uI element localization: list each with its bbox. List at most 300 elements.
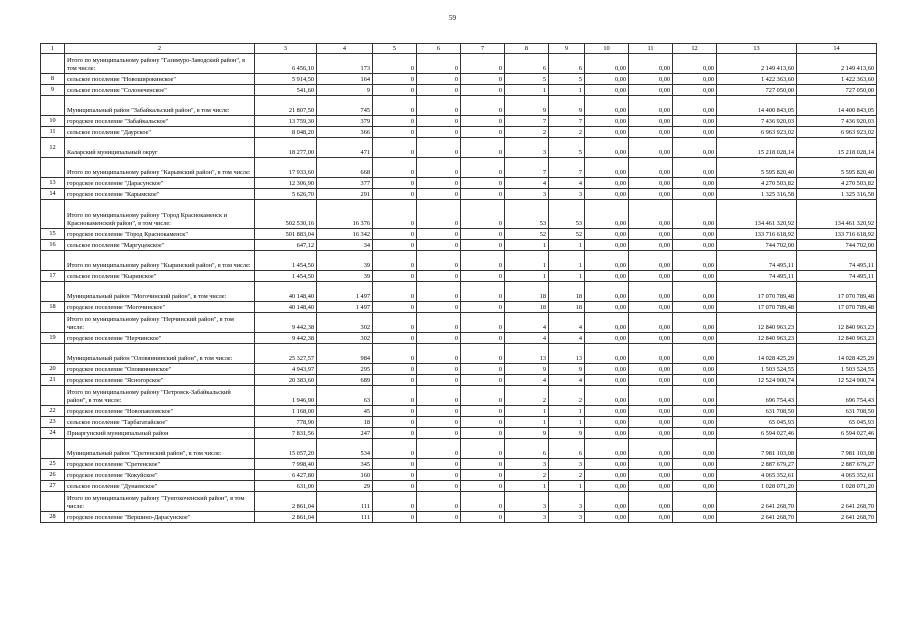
table-cell: 0 [373,364,417,375]
row-name: Муниципальный район "Забайкальский район", в том числе: [65,96,255,116]
table-cell: 0,00 [585,406,629,417]
table-cell: 40 148,40 [255,282,317,302]
table-cell: 0 [373,333,417,344]
table-cell: 0,00 [673,417,717,428]
table-cell: 0 [461,459,505,470]
table-cell: 9 [549,428,585,439]
table-cell: 4 [505,178,549,189]
table-cell: 1 [505,271,549,282]
table-row [41,481,877,492]
table-cell: 18 [505,302,549,313]
table-cell: 0,00 [673,512,717,523]
table-cell: 689 [317,375,373,386]
table-cell: 0,00 [585,439,629,459]
page-number: 59 [449,14,456,22]
row-number: 19 [41,333,65,344]
table-cell: 302 [317,333,373,344]
table-row [41,406,877,417]
table-cell: 0,00 [673,229,717,240]
table-cell: 379 [317,116,373,127]
table-cell: 8 048,20 [255,127,317,138]
table-cell: 0 [461,189,505,200]
row-name: городское поселение "Ясногорское" [65,375,255,386]
table-cell: 15 218 028,14 [797,138,877,158]
table-cell: 1 168,00 [255,406,317,417]
table-cell: 0 [417,512,461,523]
table-cell: 0 [373,189,417,200]
table-cell: 0 [417,189,461,200]
table-cell: 0 [373,229,417,240]
row-number: 20 [41,364,65,375]
table-cell: 0 [417,178,461,189]
table-cell: 2 149 413,60 [717,54,797,74]
table-cell: 0,00 [629,74,673,85]
table-cell: 366 [317,127,373,138]
table-cell: 6 594 027,46 [717,428,797,439]
table-cell: 0 [461,344,505,364]
table-cell: 1 325 316,58 [717,189,797,200]
table-cell: 0 [461,138,505,158]
row-name: Каларский муниципальный округ [65,138,255,158]
table-row [41,439,877,459]
table-cell: 34 [317,240,373,251]
table-cell: 1 [549,240,585,251]
table-cell: 4 [549,313,585,333]
row-name: Муниципальный район "Могочинский район", в том числе: [65,282,255,302]
table-cell: 0 [373,375,417,386]
table-cell: 3 [549,492,585,512]
table-cell: 0 [417,127,461,138]
table-cell: 0 [461,271,505,282]
row-name: сельское поселение "Маргуцекское" [65,240,255,251]
table-cell: 502 530,16 [255,200,317,229]
table-cell: 52 [505,229,549,240]
table-cell: 6 [505,54,549,74]
table-cell: 4 065 352,61 [797,470,877,481]
table-cell: 0 [461,302,505,313]
table-cell: 0,00 [629,158,673,178]
table-cell: 541,60 [255,85,317,96]
table-cell: 12 524 900,74 [717,375,797,386]
table-cell: 778,90 [255,417,317,428]
row-number [41,251,65,271]
table-cell: 471 [317,138,373,158]
table-cell: 0,00 [629,375,673,386]
table-row [41,302,877,313]
table-row [41,127,877,138]
table-cell: 0 [373,178,417,189]
table-cell: 14 400 843,05 [717,96,797,116]
table-cell: 0,00 [585,333,629,344]
row-number: 28 [41,512,65,523]
table-row [41,459,877,470]
table-cell: 65 045,93 [797,417,877,428]
table-cell: 0,00 [673,406,717,417]
table-cell: 0 [417,470,461,481]
table-cell: 0 [417,364,461,375]
table-row [41,512,877,523]
table-cell: 6 [549,439,585,459]
table-row [41,158,877,178]
table-cell: 39 [317,251,373,271]
row-number: 21 [41,375,65,386]
table-cell: 0 [417,85,461,96]
table-cell: 0,00 [629,229,673,240]
table-cell: 0 [417,459,461,470]
table-cell: 0,00 [629,512,673,523]
table-cell: 14 028 425,29 [797,344,877,364]
table-cell: 6 427,80 [255,470,317,481]
table-cell: 534 [317,439,373,459]
table-cell: 0,00 [629,333,673,344]
column-header: 11 [629,44,673,54]
row-name: городское поселение "Забайкальское" [65,116,255,127]
row-name: Приаргунский муниципальный район [65,428,255,439]
table-cell: 0 [417,282,461,302]
table-row [41,375,877,386]
table-cell: 377 [317,178,373,189]
table-cell: 0 [461,240,505,251]
table-cell: 1 422 363,60 [797,74,877,85]
table-cell: 25 327,57 [255,344,317,364]
table-cell: 2 641 268,70 [797,492,877,512]
table-cell: 1 028 071,20 [797,481,877,492]
table-cell: 1 [505,251,549,271]
table-cell: 0 [417,439,461,459]
row-number: 23 [41,417,65,428]
table-cell: 0,00 [585,386,629,406]
table-cell: 0,00 [673,364,717,375]
table-cell: 6 456,10 [255,54,317,74]
table-cell: 727 050,00 [797,85,877,96]
table-cell: 134 461 320,92 [717,200,797,229]
table-cell: 0 [373,470,417,481]
table-cell: 2 [505,470,549,481]
table-cell: 0 [461,116,505,127]
table-cell: 65 045,93 [717,417,797,428]
table-cell: 0,00 [585,344,629,364]
table-cell: 3 [549,512,585,523]
table-cell: 0 [373,439,417,459]
row-number: 8 [41,74,65,85]
row-name: городское поселение "Сретенское" [65,459,255,470]
table-cell: 0,00 [585,127,629,138]
row-name: городское поселение "Новопавловское" [65,406,255,417]
table-cell: 0,00 [673,85,717,96]
table-cell: 0 [417,138,461,158]
table-cell: 17 070 789,48 [797,302,877,313]
table-cell: 3 [549,189,585,200]
table-cell: 7 436 920,03 [717,116,797,127]
table-cell: 0 [417,54,461,74]
table-row [41,240,877,251]
table-cell: 0 [417,333,461,344]
table-row [41,74,877,85]
column-header: 8 [505,44,549,54]
table-cell: 1 028 071,20 [717,481,797,492]
table-row [41,138,877,158]
table-cell: 12 840 963,23 [797,313,877,333]
column-header: 5 [373,44,417,54]
table-row [41,417,877,428]
row-number: 12 [41,138,65,158]
table-cell: 0,00 [673,240,717,251]
row-name: Муниципальный район "Сретенский район", в том числе: [65,439,255,459]
table-row [41,282,877,302]
table-cell: 0,00 [585,74,629,85]
table-cell: 0,00 [629,178,673,189]
table-cell: 0 [417,344,461,364]
table-cell: 5 [505,74,549,85]
table-cell: 17 070 789,48 [717,282,797,302]
table-cell: 7 [505,116,549,127]
table-cell: 0 [417,229,461,240]
table-cell: 9 [505,428,549,439]
table-cell: 4 065 352,61 [717,470,797,481]
table-cell: 0,00 [629,54,673,74]
table-cell: 0 [373,251,417,271]
table-cell: 18 [505,282,549,302]
row-number [41,386,65,406]
table-cell: 0 [461,54,505,74]
table-cell: 0 [461,200,505,229]
table-cell: 1 [505,406,549,417]
table-cell: 12 306,90 [255,178,317,189]
row-number: 24 [41,428,65,439]
table-cell: 744 702,00 [717,240,797,251]
table-cell: 0 [461,492,505,512]
table-cell: 0 [461,386,505,406]
table-cell: 7 998,40 [255,459,317,470]
table-cell: 1 946,90 [255,386,317,406]
table-cell: 0 [461,158,505,178]
table-cell: 14 028 425,29 [717,344,797,364]
table-row [41,333,877,344]
table-cell: 247 [317,428,373,439]
table-cell: 3 [549,459,585,470]
row-name: городское поселение "Могочинское" [65,302,255,313]
table-cell: 0,00 [585,189,629,200]
table-cell: 164 [317,74,373,85]
table-cell: 0,00 [673,127,717,138]
table-cell: 0 [461,481,505,492]
row-number: 13 [41,178,65,189]
table-row [41,470,877,481]
table-cell: 0,00 [629,138,673,158]
table-cell: 0,00 [585,364,629,375]
row-name: Итого по муниципальному району "Тунгокоченский район", в том числе: [65,492,255,512]
table-cell: 0,00 [629,127,673,138]
table-cell: 133 716 618,92 [717,229,797,240]
row-number: 11 [41,127,65,138]
table-cell: 13 [505,344,549,364]
table-cell: 0 [373,386,417,406]
column-header: 7 [461,44,505,54]
row-name: городское поселение "Вершино-Дарасунское" [65,512,255,523]
table-cell: 0,00 [629,282,673,302]
table-cell: 0,00 [673,96,717,116]
row-name: городское поселение "Оловяннинское" [65,364,255,375]
table-cell: 53 [505,200,549,229]
table-cell: 15 057,20 [255,439,317,459]
table-cell: 6 963 923,02 [717,127,797,138]
table-row [41,116,877,127]
table-cell: 0,00 [585,240,629,251]
column-header: 4 [317,44,373,54]
table-row [41,54,877,74]
table-cell: 16 376 [317,200,373,229]
table-cell: 0 [417,96,461,116]
table-cell: 7 831,56 [255,428,317,439]
table-cell: 12 524 900,74 [797,375,877,386]
table-cell: 160 [317,470,373,481]
table-cell: 4 [505,375,549,386]
table-cell: 0,00 [673,428,717,439]
row-number: 15 [41,229,65,240]
table-cell: 2 [505,386,549,406]
table-cell: 5 [549,74,585,85]
table-row [41,251,877,271]
table-cell: 2 [549,470,585,481]
table-cell: 0 [417,481,461,492]
column-header: 3 [255,44,317,54]
row-name: городское поселение "Нерчинское" [65,333,255,344]
table-cell: 40 148,40 [255,302,317,313]
table-cell: 2 887 679,27 [797,459,877,470]
table-cell: 1 497 [317,282,373,302]
table-cell: 0 [461,313,505,333]
table-cell: 2 861,04 [255,512,317,523]
table-cell: 3 [505,138,549,158]
table-row [41,364,877,375]
table-row [41,313,877,333]
table-cell: 12 840 963,23 [717,333,797,344]
table-cell: 2 [549,386,585,406]
row-number: 17 [41,271,65,282]
table-cell: 12 840 963,23 [797,333,877,344]
table-cell: 2 [505,127,549,138]
table-cell: 0 [461,229,505,240]
table-cell: 345 [317,459,373,470]
table-cell: 1 [505,85,549,96]
table-cell: 6 [505,439,549,459]
table-cell: 0 [417,492,461,512]
table-cell: 9 [505,96,549,116]
table-cell: 18 [317,417,373,428]
table-cell: 3 [505,189,549,200]
row-number [41,492,65,512]
table-row [41,96,877,116]
row-name: городское поселение "Город Краснокаменск" [65,229,255,240]
table-cell: 5 595 820,40 [717,158,797,178]
table-cell: 631 708,50 [797,406,877,417]
table-cell: 0,00 [585,512,629,523]
table-row [41,271,877,282]
row-name: Итого по муниципальному району "Газимуро-Заводский район", в том числе: [65,54,255,74]
table-cell: 2 641 268,70 [717,492,797,512]
column-header: 2 [65,44,255,54]
table-cell: 6 963 923,02 [797,127,877,138]
table-cell: 0,00 [673,74,717,85]
table-cell: 0,00 [585,158,629,178]
table-cell: 0,00 [585,200,629,229]
table-cell: 0,00 [673,470,717,481]
row-number: 27 [41,481,65,492]
table-cell: 0 [373,158,417,178]
table-cell: 2 861,04 [255,492,317,512]
table-cell: 0,00 [585,375,629,386]
table-cell: 9 442,38 [255,333,317,344]
table-cell: 1 503 524,55 [797,364,877,375]
table-cell: 0,00 [585,85,629,96]
row-number [41,54,65,74]
table-cell: 0,00 [585,470,629,481]
table-cell: 0 [373,271,417,282]
table-cell: 0 [461,178,505,189]
table-cell: 0 [373,428,417,439]
table-cell: 0,00 [673,251,717,271]
table-cell: 63 [317,386,373,406]
table-cell: 0,00 [629,417,673,428]
table-cell: 2 887 679,27 [717,459,797,470]
row-name: Итого по муниципальному району "Город Краснокаменск и Краснокаменский район", в том числе: [65,200,255,229]
table-cell: 0 [417,116,461,127]
table-cell: 3 [505,492,549,512]
table-cell: 0,00 [673,271,717,282]
table-cell: 0 [461,96,505,116]
table-cell: 0 [461,251,505,271]
table-cell: 0 [373,74,417,85]
table-cell: 74 495,11 [797,271,877,282]
table-cell: 1 454,50 [255,251,317,271]
table-cell: 1 503 524,55 [717,364,797,375]
table-cell: 1 [549,85,585,96]
table-cell: 0 [417,417,461,428]
table-cell: 1 [505,481,549,492]
table-cell: 4 [549,375,585,386]
table-cell: 0,00 [585,54,629,74]
table-cell: 1 497 [317,302,373,313]
row-number: 10 [41,116,65,127]
table-cell: 134 461 320,92 [797,200,877,229]
table-cell: 696 754,43 [717,386,797,406]
table-row [41,344,877,364]
table-cell: 4 [549,333,585,344]
table-cell: 0 [417,200,461,229]
table-cell: 0 [461,127,505,138]
column-header: 13 [717,44,797,54]
table-row [41,85,877,96]
table-row [41,200,877,229]
table-cell: 4 [549,178,585,189]
table-cell: 0,00 [585,251,629,271]
table-row [41,428,877,439]
table-cell: 0,00 [629,251,673,271]
table-cell: 4 [505,333,549,344]
table-cell: 0 [373,492,417,512]
table-cell: 74 495,11 [797,251,877,271]
table-cell: 0,00 [629,313,673,333]
table-cell: 3 [505,512,549,523]
row-number: 14 [41,189,65,200]
table-cell: 0,00 [629,459,673,470]
table-cell: 18 277,00 [255,138,317,158]
table-cell: 52 [549,229,585,240]
table-cell: 0 [461,282,505,302]
table-cell: 0 [461,364,505,375]
table-cell: 631 708,50 [717,406,797,417]
table-cell: 0,00 [629,439,673,459]
